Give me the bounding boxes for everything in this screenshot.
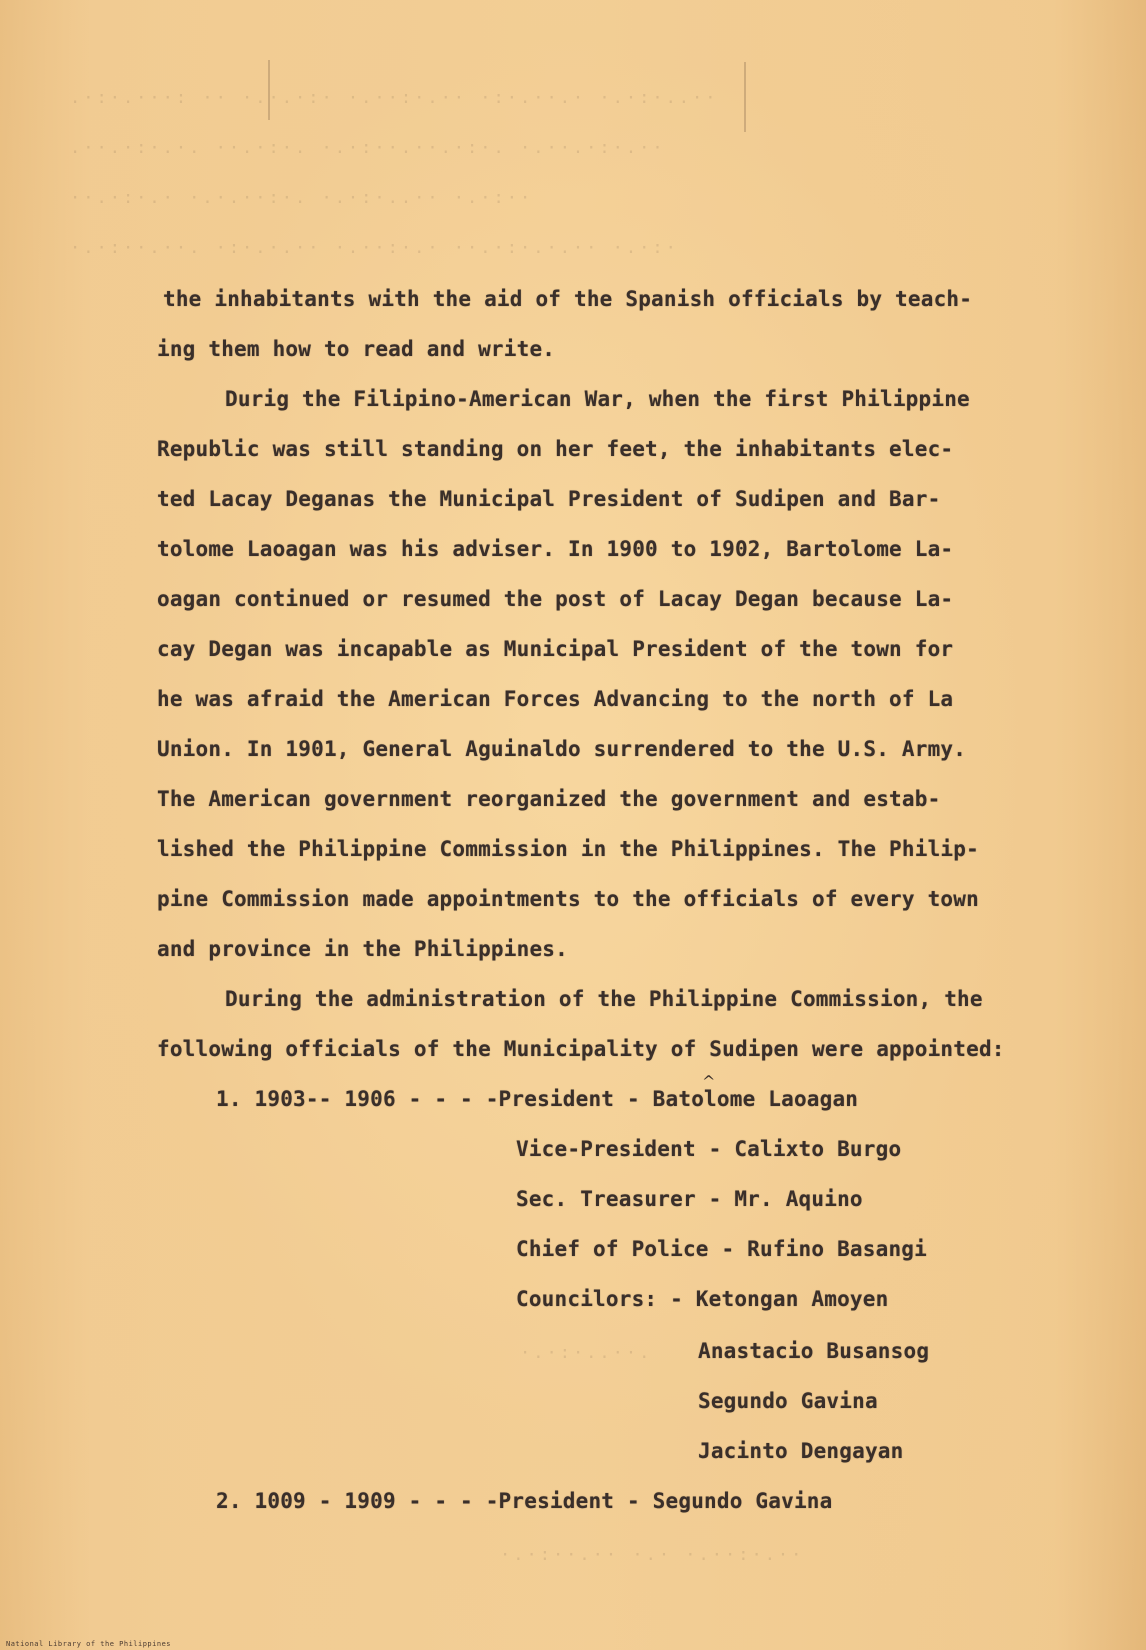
officials-entry-1: 1. 1903-- 1906 - - - -President - Batolome Laoagan [216,1087,859,1111]
body-text-line: oagan continued or resumed the post of Lacay Degan because La- [157,587,954,611]
bleed-through-text: ·.·:··.·· ·.· ·.··:·.·· [500,1545,805,1565]
sec-treasurer-line: Sec. Treasurer - Mr. Aquino [516,1187,863,1211]
handwritten-insertion-mark: ^ [702,1072,716,1091]
body-text-line: tolome Laoagan was his adviser. In 1900 to 1902, Bartolome La- [157,537,954,561]
body-text-line: Republic was still standing on her feet, the inhabitants elec- [157,437,954,461]
body-text-line: The American government reorganized the government and estab- [157,787,941,811]
body-text-line: ted Lacay Deganas the Municipal President of Sudipen and Bar- [157,487,941,511]
vice-president-line: Vice-President - Calixto Burgo [516,1137,902,1161]
body-text-line: he was afraid the American Forces Advancing to the north of La [157,687,954,711]
councilor-name: Segundo Gavina [698,1389,878,1413]
body-text-line: lished the Philippine Commission in the Philippines. The Philip- [157,837,979,861]
paragraph-start-line: During the administration of the Philippine Commission, the [225,987,983,1011]
bleed-through-text: ··.·:·.· ·.·.··:·. ·.·:·..·· ·.·:·· [70,188,534,208]
body-text-line: and province in the Philippines. [157,937,568,961]
officials-entry-2: 2. 1009 - 1909 - - - -President - Segundo Gavina [216,1489,833,1513]
councilors-line: Councilors: - Ketongan Amoyen [516,1287,889,1311]
bleed-through-text: .·:·.···: ·· ·.·.·:· ·.··:·.·· ·:·.··.· ·.·:·..·· [70,88,719,108]
chief-of-police-line: Chief of Police - Rufino Basangi [516,1237,927,1261]
bleed-through-text: ·.·:·..··. [520,1343,653,1363]
paper-crease [744,62,746,132]
councilor-name: Anastacio Busansog [698,1339,930,1363]
body-text-line: the inhabitants with the aid of the Spanish officials by teach- [163,287,973,311]
bleed-through-text: ·.·:··.··. ·:·.·.·· ·.··:·.· ··.·:·.·.·· ·.·:· [70,238,679,258]
bleed-through-text: .··.·:·.·. ··.·:·. ·.·:··.··.·:·. ·.··.·:·.·· [70,138,666,158]
library-footer: National Library of the Philippines [6,1640,172,1648]
councilor-name: Jacinto Dengayan [698,1439,904,1463]
paragraph-start-line: Durig the Filipino-American War, when the first Philippine [225,387,970,411]
body-text-line: ing them how to read and write. [157,337,556,361]
body-text-line: Union. In 1901, General Aguinaldo surrendered to the U.S. Army. [157,737,967,761]
body-text-line: pine Commission made appointments to the officials of every town [157,887,979,911]
body-text-line: following officials of the Municipality of Sudipen were appointed: [157,1037,1005,1061]
body-text-line: cay Degan was incapable as Municipal President of the town for [157,637,954,661]
